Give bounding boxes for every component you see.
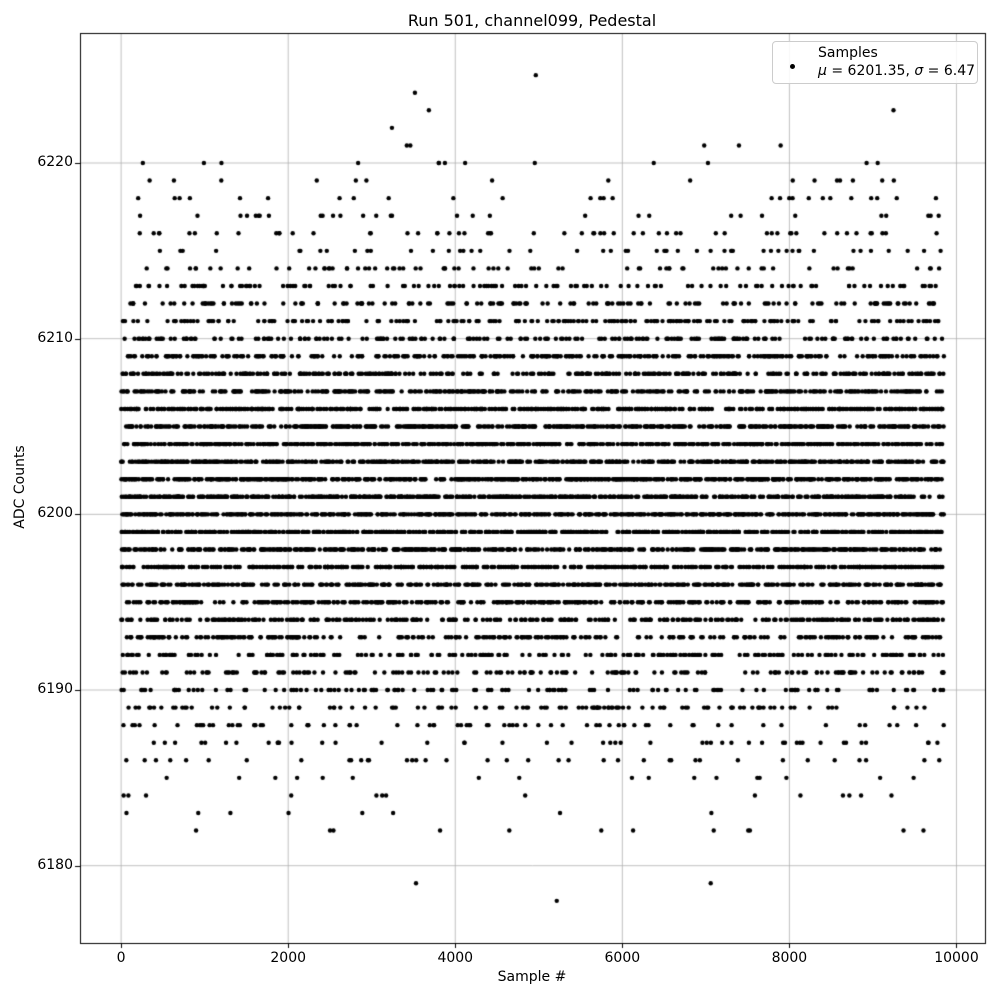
y-tick-label: 6220 — [37, 154, 73, 170]
mu-symbol: μ — [818, 62, 827, 79]
y-tick-label: 6180 — [37, 856, 73, 873]
y-tick-label: 6190 — [37, 681, 73, 698]
x-tick-label: 0 — [116, 950, 126, 966]
y-axis-label: ADC Counts — [12, 445, 28, 529]
legend-label: Samples — [818, 45, 878, 61]
x-tick-label: 6000 — [604, 950, 641, 966]
legend-text — [818, 45, 975, 80]
mu-value: = 6201.35, — [826, 62, 915, 79]
x-tick-label: 2000 — [270, 950, 307, 966]
x-tick-label: 10000 — [934, 950, 979, 966]
chart-title: Run 501, channel099, Pedestal — [407, 11, 657, 30]
legend-stats — [818, 63, 975, 81]
x-tick-label: 4000 — [437, 950, 474, 966]
sigma-value: = 6.47 — [923, 62, 976, 79]
sample-marker-icon — [790, 64, 795, 69]
y-tick-label: 6210 — [37, 329, 73, 346]
sigma-symbol: σ — [914, 62, 924, 79]
y-tick-label: 6200 — [37, 505, 73, 522]
legend — [772, 41, 978, 84]
x-axis-label: Sample # — [497, 969, 567, 985]
x-tick-label: 8000 — [771, 950, 808, 966]
